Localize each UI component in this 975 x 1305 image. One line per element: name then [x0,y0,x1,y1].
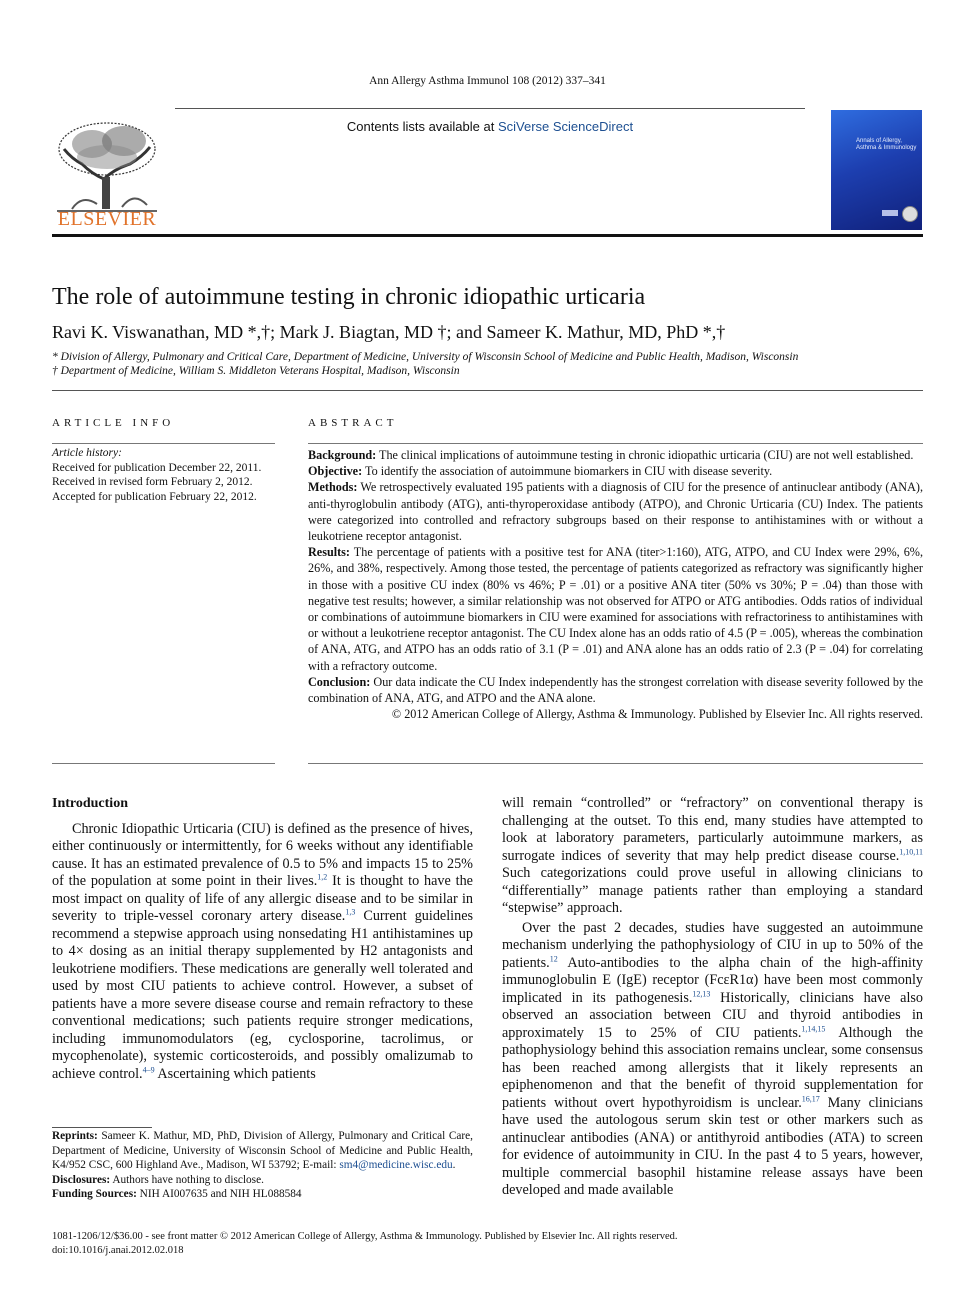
accepted-date: Accepted for publication February 22, 2012. [52,490,257,503]
article-title: The role of autoimmune testing in chronic idiopathic urticaria [52,284,646,310]
elsevier-wordmark: ELSEVIER [57,208,157,230]
abstract-background: Background: The clinical implications of autoimmune testing in chronic idiopathic urticaria (CIU) are not well established. [308,448,914,462]
contents-line [175,119,805,134]
header-thick-rule [52,234,923,237]
doi-line[interactable]: doi:10.1016/j.anai.2012.02.018 [52,1245,184,1256]
footnote-rule [52,1127,152,1128]
author-list: Ravi K. Viswanathan, MD *,†; Mark J. Biagtan, MD †; and Sameer K. Mathur, MD, PhD *,† [52,322,726,342]
abstract-methods: Methods: We retrospectively evaluated 195 patients with a diagnosis of CIU for the presence of antinuclear antibody (ANA), anti-thyroglobulin antibody (ATG), anti-thyroperoxidase antibody (ATPO), and Chronic Urticaria (CU) Index. The patients were categorized into controlled and refractory subgroups based on their response to antihistamines with or without a leukotriene receptor antagonist. [308,480,923,544]
disclosures-note: Disclosures: Authors have nothing to disclose. [52,1173,264,1186]
received-date: Received for publication December 22, 2011. [52,461,262,474]
reprints-note: Reprints: Sameer K. Mathur, MD, PhD, Division of Allergy, Pulmonary and Critical Care, Department of Medicine, University of Wisconsin School of Medicine and Public Health, K4/952 CSC, 600 Highland Ave., Madison, WI 53792; E-mail: sm4@medicine.wisc.edu. [52,1130,473,1171]
citation-1-2[interactable]: 1,2 [317,872,328,882]
revised-date: Received in revised form February 2, 2012. [52,476,253,488]
journal-citation: Ann Allergy Asthma Immunol 108 (2012) 337–341 [369,75,606,87]
funding-note: Funding Sources: NIH AI007635 and NIH HL088584 [52,1188,302,1200]
abstract-bottom-rule [308,763,923,764]
footnotes [52,1129,473,1202]
intro-paragraph-2: Over the past 2 decades, studies have suggested an autoimmune mechanism underlying the pathophysiology of CIU in up to 50% of the patients.$^{12}$ Auto-antibodies to the alpha chain of the high-affinity immunoglobulin E (IgE) receptor (FcεR1α) have been most commonly implicated in its pathogenesis.$^{12,13}$ Historically, clinicians have also observed an association between CIU and thyroid antibodies in approximately 15 to 25% of CIU patients.$^{1,14,15}$ Although the pathophysiology behind this association remains unclear, some consensus has been reached among allergists that it likely represents an epiphenomenon and that the benefit of thyroid supplementation for patients without overt hypothyroidism is unclear.$^{16,17}$ Many clinicians have used the autologous serum skin test or other markers such as antinuclear antibodies (ANA) or antithyroid antibodies (ATA) to screen for evidence of autoimmunity in CIU. In the past 4 to 5 years, however, multiple commercial basophil histamine release assays have been developed and made available [502,919,924,1198]
citation-4-9[interactable]: 4–9 [142,1064,155,1074]
abstract-objective: Objective: To identify the association of autoimmune biomarkers in CIU with disease severity. [308,464,773,479]
article-info-heading: ARTICLE INFO [52,417,175,429]
article-info-rule [52,443,275,444]
body-column-left [52,795,473,1083]
citation-12[interactable]: 12 [549,953,558,963]
contents-prefix: Contents lists available at [346,119,498,134]
abstract-heading: ABSTRACT [308,417,398,429]
citation-1-14-15[interactable]: 1,14,15 [801,1023,826,1033]
article-history [52,446,275,504]
citation-1-10-11[interactable]: 1,10,11 [899,846,923,856]
abstract-copyright: © 2012 American College of Allergy, Asthma & Immunology. Published by Elsevier Inc. All rights reserved. [391,707,923,722]
intro-paragraph-1: Chronic Idiopathic Urticaria (CIU) is defined as the presence of hives, either continuously or intermittently, for 6 weeks without any identifiable cause. It has an estimated prevalence of 0.5 to 5% and impacts 15 to 25% of the population at some point in their lives.$^{1,2}$ It is thought to have the most impact on quality of life of any allergic disease and to be similar in severity to triple-vessel coronary artery disease.$^{1,3}$ Current guidelines recommend a stepwise approach using nonsedating H1 antihistamines up to 4× dosing as an initial therapy supplemented by H2 antagonists and leukotriene modifiers. These medications are generally well tolerated and used by most CIU patients to achieve control. However, a subset of patients have a more severe disease course and remain refractory to these conventional medications; such patients require stronger medications, including immunomodulators (eg, cyclosporine, tacrolimus, or mycophenolate), systemic corticosteroids, and possibly omalizumab to achieve control.$^{4-9}$ Ascertaining which patients [52,820,474,1082]
header-rule [175,108,805,109]
affiliation-1: * Division of Allergy, Pulmonary and Critical Care, Department of Medicine, University of Wisconsin School of Medicine and Public Health, Madison, Wisconsin [52,351,799,363]
journal-cover-title: Annals of Allergy, Asthma & Immunology [856,138,917,151]
abstract-conclusion: Conclusion: Our data indicate the CU Index independently has the strongest correlation with disease severity followed by the combination of ANA, ATG, and ATPO and the ANA alone. [308,674,923,706]
history-label: Article history: [52,447,122,459]
affiliation-2: † Department of Medicine, William S. Middleton Veterans Hospital, Madison, Wisconsin [52,365,460,377]
introduction-heading: Introduction [52,796,128,811]
citation-12-13[interactable]: 12,13 [692,988,711,998]
cover-acaai-mark [882,210,898,216]
sciencedirect-link[interactable]: SciVerse ScienceDirect [497,119,634,134]
abstract-body [308,447,923,722]
body-column-right [502,795,923,1200]
article-info-bottom-rule [52,763,275,764]
intro-paragraph-1-cont: will remain “controlled” or “refractory” on conventional therapy is challenging at the outset. To this end, many studies have attempted to look at laboratory parameters, particularly autoimmune markers, as surrogate indices of severity that may help predict disease course.$^{1,10,11}$ Such categorizations could prove useful in allowing clinicians to “differentially” manage patients rather than employing a standard “stepwise” approach. [502,795,923,916]
issn-line: 1081-1206/12/$36.00 - see front matter © 2012 American College of Allergy, Asthma & Immunology. Published by Elsevier Inc. All rights reserved. [52,1231,678,1242]
citation-1-3[interactable]: 1,3 [345,907,356,917]
citation-16-17[interactable]: 16,17 [801,1093,820,1103]
abstract-results: Results: The percentage of patients with a positive test for ANA (titer>1:160), ATG, ATPO, and CU Index were 29%, 6%, 26%, and 38%, respectively. Among those tested, the percentage of patients categorized as refractory was significantly higher in those with a positive CU index (80% vs 46%; P = .01) or a positive ANA titer (50% vs 30%; P = .04) than those with negative test results; however, a similar relationship was not observed for ATPO or ATG antibodies. Odds ratios of individual or combinations of autoimmune biomarkers in CIU were examined for associations with refractoriness to antihistamines with or without a leukotriene receptor antagonist. The CU Index alone has an odds ratio of 4.5 (P = .005), whereas the combination of ANA, ATG, and ATPO has an odds ratio of 3.1 (P = .01) and ANA alone has an odds ratio of 2.3 (P = .04) for correlating with a refractory outcome. [308,545,923,673]
abstract-rule [308,443,923,444]
cover-seal-icon [902,206,918,222]
title-rule [52,390,923,391]
author-email-link[interactable]: sm4@medicine.wisc.edu [339,1159,453,1171]
